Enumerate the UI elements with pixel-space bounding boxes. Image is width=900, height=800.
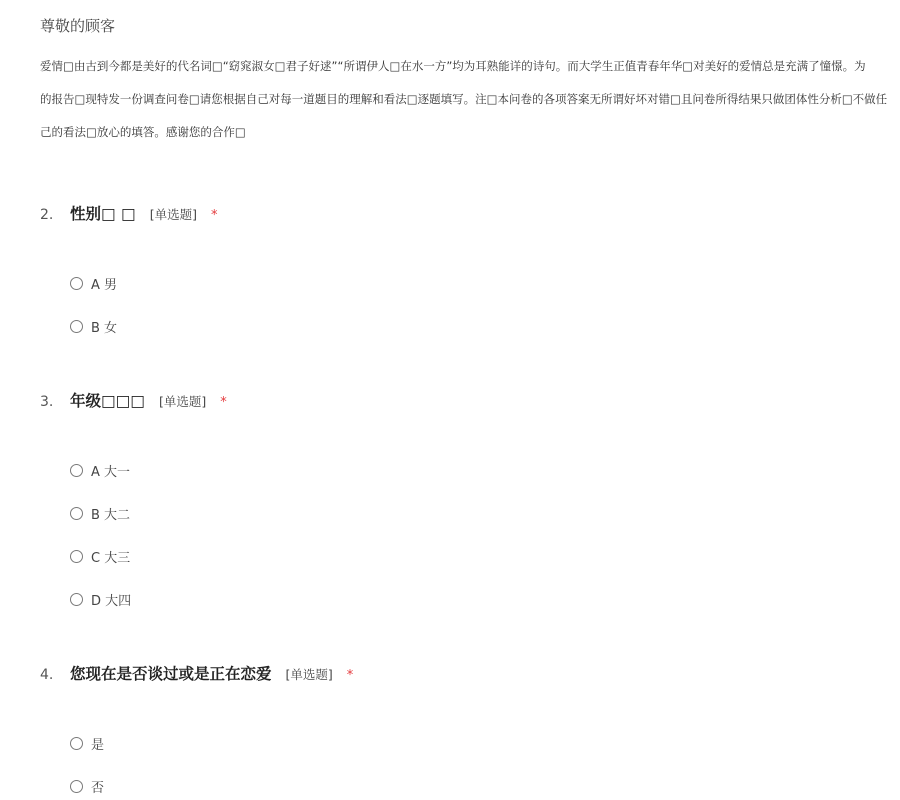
question-header (40, 662, 353, 684)
radio-button[interactable] (70, 550, 83, 563)
option-label: A 男 (91, 278, 118, 293)
option-label: 是 (91, 738, 105, 753)
question-type: [单选题] (285, 667, 333, 682)
option-no[interactable] (70, 777, 104, 796)
option-female[interactable] (70, 317, 117, 336)
option-yes[interactable] (70, 734, 104, 753)
required-marker: * (220, 395, 227, 410)
radio-button[interactable] (70, 737, 83, 750)
option-freshman[interactable] (70, 461, 130, 480)
option-label: B 大二 (91, 508, 131, 523)
radio-button[interactable] (70, 507, 83, 520)
question-header (40, 389, 227, 411)
option-male[interactable] (70, 274, 117, 293)
question-title: 年级□□□ (70, 392, 145, 410)
radio-button[interactable] (70, 277, 83, 290)
option-label: C 大三 (91, 551, 131, 566)
required-marker: * (346, 668, 354, 683)
intro-line: 己的看法□放心的填答。感谢您的合作□ (40, 125, 246, 139)
intro-line: 的报告□现特发一份调查问卷□请您根据自己对每一道题目的理解和看法□逐题填写。注□本问卷的各项答案无所谓好坏对错□且问卷所得结果只做团体性分析□不做任 (40, 92, 888, 106)
radio-button[interactable] (70, 780, 83, 793)
question-number: 3. (40, 394, 54, 410)
radio-button[interactable] (70, 464, 83, 477)
greeting-text: 尊敬的顾客 (40, 17, 116, 35)
option-sophomore[interactable] (70, 504, 130, 523)
question-number: 2. (40, 207, 54, 223)
option-label: 否 (91, 781, 105, 796)
question-header (40, 202, 217, 224)
question-title: 性别□ □ (70, 205, 136, 223)
option-label: A 大一 (91, 465, 131, 480)
option-label: B 女 (91, 321, 118, 336)
intro-line: 爱情□由古到今都是美好的代名词□“窈窕淑女□君子好逑”“所谓伊人□在水一方”均为耳熟能详的诗句。而大学生正值青春年华□对美好的爱情总是充满了憧憬。为 (40, 59, 866, 73)
radio-button[interactable] (70, 593, 83, 606)
option-label: D 大四 (91, 594, 132, 609)
radio-button[interactable] (70, 320, 83, 333)
question-title: 您现在是否谈过或是正在恋爱 (70, 665, 272, 683)
required-marker: * (210, 208, 218, 223)
option-junior[interactable] (70, 547, 130, 566)
question-type: [单选题] (149, 207, 197, 222)
option-senior[interactable] (70, 590, 131, 609)
question-type: [单选题] (158, 394, 207, 409)
question-number: 4. (40, 667, 54, 683)
